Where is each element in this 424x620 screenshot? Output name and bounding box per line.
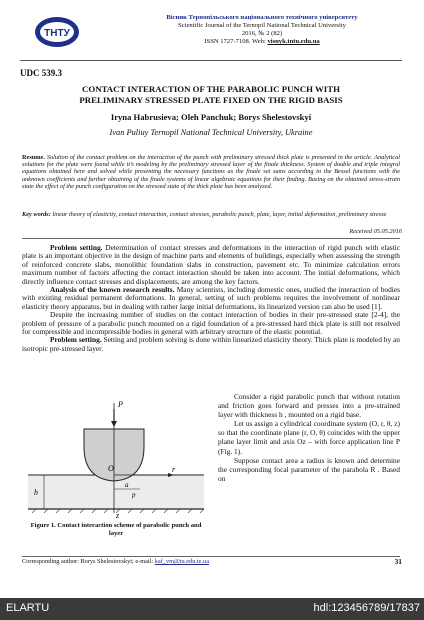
paragraph: Despite the increasing number of studies on the contact interaction of bodies in their pre-stressed state [2-4], the problem of pressure of a parabolic punch mounted on a rigid foundation of a pre-stressed hard thick plate is still not resolved for compressible and incompressible bodies in general with arbitrary structure of the elastic potential. <box>22 310 400 337</box>
received-date: Received 05.05.2016 <box>349 228 402 235</box>
paragraph: Suppose contact area a radius is known and determine the corresponding focal parameter of the parabola R . Based on <box>218 455 400 483</box>
affiliation: Ivan Puliuy Ternopil National Technical University, Ukraine <box>109 128 313 137</box>
body-text <box>22 244 400 353</box>
label-h: h <box>34 488 38 497</box>
label-r: r <box>172 465 176 474</box>
paragraph: Problem setting. Determination of contact stresses and deformations in the interaction of rigid punch with elastic plate is an important objective in the design of machine parts and elements of buildings, especially when assessing the strength of reinforced concrete slabs, monolithic foundation slabs in construction, pavement etc. To minimize calculation errors maximum number of factors affecting the contact interaction should be taken into account. The initial deformations, which directly influence contact stresses and displacements, are among the key factors. <box>22 243 400 286</box>
right-column-text <box>218 392 400 483</box>
logo-text: ТНТУ <box>44 28 70 39</box>
repository-footer <box>0 598 424 620</box>
figure-caption: Figure 1. Contact interaction scheme of parabolic punch and layer <box>30 522 202 537</box>
university-logo <box>32 14 82 50</box>
paragraph: Let us assign a cylindrical coordinate system (O, r, θ, z) so that the coordinate plane (r, O, θ) coincides with the upper plane layer limit and axis Oz – with force application line P (Fig. 1). <box>218 419 400 456</box>
journal-info <box>132 14 392 46</box>
email-link[interactable]: kaf_vm@tu.edu.te.ua <box>154 558 209 565</box>
paragraph: Consider a rigid parabolic punch that without rotation and friction goes forward and presses into a pre-strained layer with thickness h , mounted on a rigid base. <box>218 392 400 420</box>
label-a: a <box>125 481 129 489</box>
udc-code: UDC 539.3 <box>20 68 62 78</box>
paragraph: Analysis of the known research results. Many scientists, including domestic ones, studied the interaction of bodies with existing residual permanent deformations. In general, setting of such problems requires the involvement of nonlinear elasticity theory apparatus, but in dealing with rather large initial deformations, its linearized version can also be used [1]. <box>22 285 400 311</box>
divider <box>22 238 400 239</box>
journal-name-en: Scientific Journal of the Ternopil National Technical University <box>178 22 346 29</box>
repository-name: ELARTU <box>6 602 50 614</box>
authors: Iryna Habrusieva; Oleh Panchuk; Borys Shelestovskyi <box>110 112 312 122</box>
journal-web-link[interactable]: visnyk.tntu.edu.ua <box>267 38 320 45</box>
footer-divider <box>22 556 400 557</box>
label-O: O <box>108 464 114 473</box>
abstract: Resume. Solution of the contact problem on the interaction of the punch with preliminary stressed thick plate is presented in the article. Analytical solutions for the plate were found while it’s modeling by the preliminary stressed layer of the finale thickness. System of double and triple integral equations obtained here and solved while presenting the necessary functions as the finale set sums according to the Bessel functions with the unknown coefficients and further obtaining of the finale systems of linear algebraic equations for their finding. Basing on the obtained stress-strain state the effect of the punch configuration on the stressed state of the thick plate has been analyzed. <box>22 154 400 190</box>
handle-id[interactable]: hdl:123456789/17837 <box>313 602 420 614</box>
paper-title: CONTACT INTERACTION OF THE PARABOLIC PUNCH WITH PRELIMINARY STRESSED PLATE FIXED ON THE RIGID BASIS <box>79 84 343 105</box>
journal-header <box>20 8 402 61</box>
page-number: 31 <box>394 557 402 566</box>
figure-punch-diagram <box>22 395 212 520</box>
journal-issn: ISSN 1727-7108. Web: visnyk.tntu.edu.ua <box>204 38 320 45</box>
journal-name-ua: Вісник Тернопільського національного технічного університету <box>166 14 358 21</box>
corresponding-author: Corresponding author: Borys Shelestovskyi; e-mail: kaf_vm@tu.edu.te.ua <box>22 558 209 565</box>
keywords: Key words: linear theory of elasticity, contact interaction, contact stresses, parabolic punch, plate, layer, initial deformation, preliminary stresse <box>22 211 387 218</box>
paragraph: Problem setting. Setting and problem solving is done within linearized elasticity theory. Thick plate is modeled by an isotropic pre-stressed layer. <box>22 335 400 353</box>
journal-issue: 2016, № 2 (82) <box>241 30 283 37</box>
label-p: p <box>132 491 136 499</box>
label-z: z <box>116 511 120 520</box>
label-P: P <box>118 400 123 409</box>
